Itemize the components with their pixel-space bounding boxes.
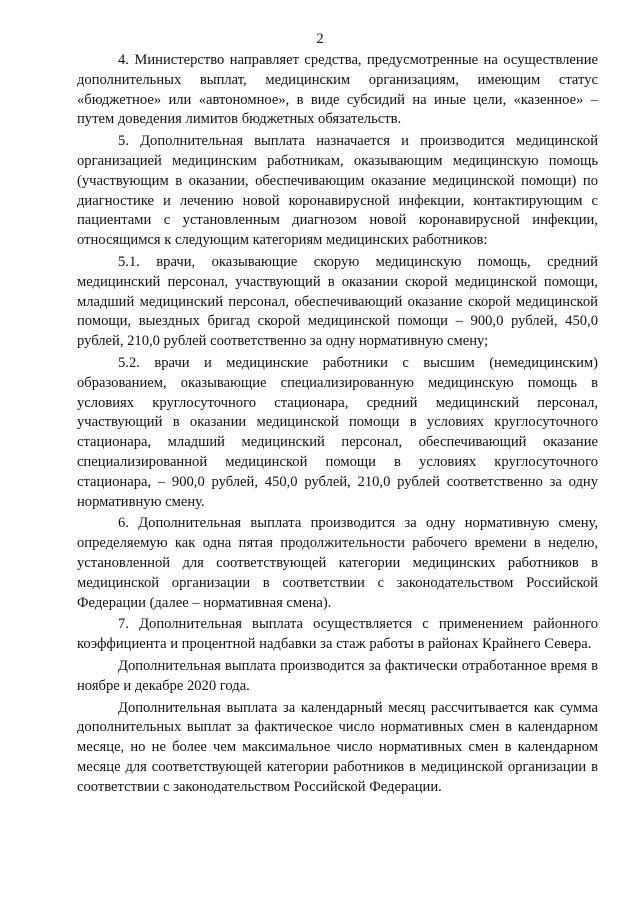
page-number: 2 [316, 31, 324, 47]
paragraph-4-ministry-funds: 4. Министерство направляет средства, предусмотренные на осуществление дополнительных выплат, медицинским организациям, имеющим статус «бюджетное» или «автономное», в виде субсидий на иные цели, «казенное» – путем доведения лимитов бюджетных обязательств. [77, 52, 598, 128]
paragraph-5-payment-assignment: 5. Дополнительная выплата назначается и производится медицинской организацией медицинским работникам, оказывающим медицинскую помощь (участвующим в оказании, обеспечивающим оказание медицинской помощи) по диагностике и лечению новой коронавирусной инфекции, контактирующим с пациентами с установленным диагнозом новой коронавирусной инфекции, относящимся к следующим категориям медицинских работников: [77, 133, 598, 249]
paragraph-6-normative-shift: 6. Дополнительная выплата производится за одну нормативную смену, определяемую как одна пятая продолжительности рабочего времени в неделю, установленной для соответствующей категории медицинских работников в медицинской организации в соответствии с законодательством Российской Федерации (далее – нормативная смена). [77, 515, 598, 611]
paragraph-5-2-specialized-care: 5.2. врачи и медицинские работники с высшим (немедицинским) образованием, оказывающие специализированную медицинскую помощь в условиях круглосуточного стационара, средний медицинский персонал, участвующий в оказании медицинской помощи в условиях круглосуточного стационара, младший медицинский персонал, обеспечивающий оказание специализированной медицинской помощи в условиях круглосуточного стационара, – 900,0 рублей, 450,0 рублей, 210,0 рублей соответственно за одну нормативную смену. [77, 354, 598, 510]
paragraph-5-1-emergency-care: 5.1. врачи, оказывающие скорую медицинскую помощь, средний медицинский персонал, участвующий в оказании скорой медицинской помощи, младший медицинский персонал, обеспечивающий оказание скорой медицинской помощи, выездных бригад скорой медицинской помощи – 900,0 рублей, 450,0 рублей, 210,0 рублей соответственно за одну нормативную смену; [77, 253, 598, 350]
paragraph-actual-time-worked: Дополнительная выплата производится за фактически отработанное время в ноябре и декабре 2020 года. [77, 657, 598, 694]
document-body [77, 51, 598, 797]
paragraph-monthly-calculation: Дополнительная выплата за календарный месяц рассчитывается как сумма дополнительных выплат за фактическое число нормативных смен в календарном месяце, но не более чем максимальное число нормативных смен в календарном месяце для соответствующей категории работников в медицинской организации в соответствии с законодательством Российской Федерации. [77, 699, 598, 795]
paragraph-7-regional-coefficient: 7. Дополнительная выплата осуществляется с применением районного коэффициента и процентной надбавки за стаж работы в районах Крайнего Севера. [77, 616, 598, 653]
